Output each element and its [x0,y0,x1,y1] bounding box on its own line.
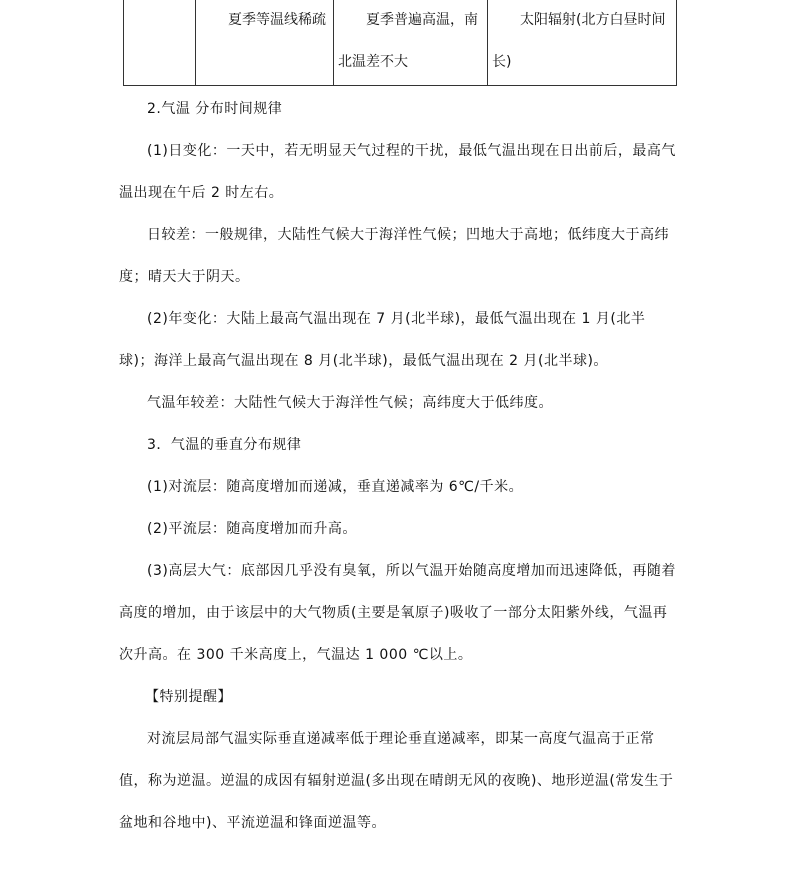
paragraph-upper-atmosphere: (3)高层大气：底部因几乎没有臭氧，所以气温开始随高度增加而迅速降低，再随着高度的增加，由于该层中的大气物质(主要是氧原子)吸收了一部分太阳紫外线，气温再次升高。在 300 千米高度上，气温达 1 000 ℃以上。 [119,563,676,663]
paragraph-stratosphere: (2)平流层：随高度增加而升高。 [147,521,357,537]
paragraph-troposphere: (1)对流层：随高度增加而递减，垂直递减率为 6℃/千米。 [147,479,524,495]
comparison-table-fragment [123,0,677,86]
table-cell: 夏季等温线稀疏 [196,0,334,86]
table-row [124,0,677,86]
paragraph-annual-variation: (2)年变化：大陆上最高气温出现在 7 月(北半球)，最低气温出现在 1 月(北半球)；海洋上最高气温出现在 8 月(北半球)，最低气温出现在 2 月(北半球)。 [119,311,646,369]
callout-heading: 【特别提醒】 [145,689,232,705]
paragraph-inversion: 对流层局部气温实际垂直递减率低于理论垂直递减率，即某一高度气温高于正常值，称为逆温。逆温的成因有辐射逆温(多出现在晴朗无风的夜晚)、地形逆温(常发生于盆地和谷地中)、平流逆温和锋面逆温等。 [119,731,674,831]
paragraph-annual-range: 气温年较差：大陆性气候大于海洋性气候；高纬度大于低纬度。 [147,395,553,411]
table-cell: 夏季普遍高温，南北温差不大 [334,0,488,86]
table-cell-empty [124,0,196,86]
section-heading-time-distribution: 2.气温 分布时间规律 [147,101,283,117]
paragraph-daily-variation: (1)日变化：一天中，若无明显天气过程的干扰，最低气温出现在日出前后，最高气温出现在午后 2 时左右。 [119,143,676,201]
paragraph-daily-range: 日较差：一般规律，大陆性气候大于海洋性气候；凹地大于高地；低纬度大于高纬度；晴天大于阴天。 [119,227,669,285]
table-cell: 太阳辐射(北方白昼时间长) [488,0,677,86]
section-heading-vertical-distribution: 3．气温的垂直分布规律 [147,437,302,453]
